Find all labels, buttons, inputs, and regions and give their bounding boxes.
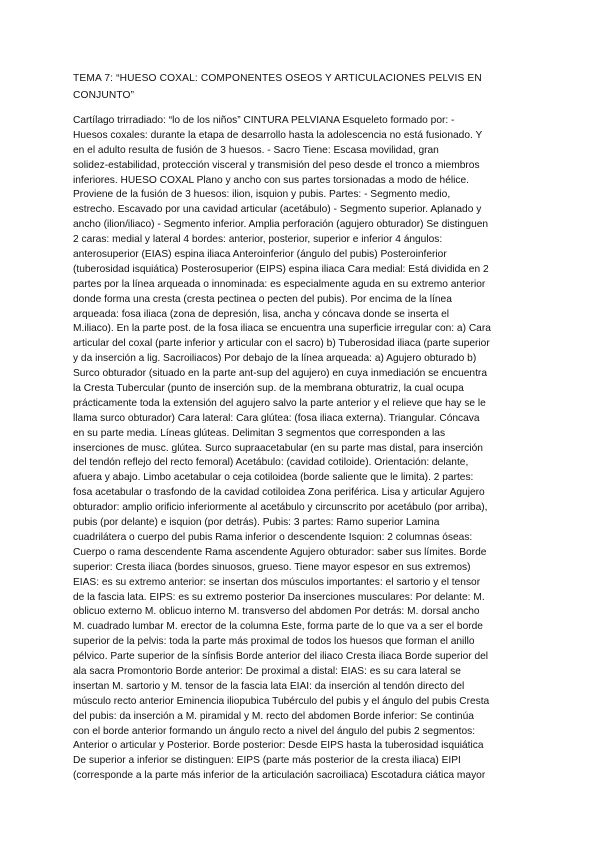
title-line: TEMA 7: “HUESO COXAL: COMPONENTES OSEOS Y ARTICULACIONES PELVIS EN [73,73,482,84]
body-line: Huesos coxales: durante la etapa de desarrollo hasta la adolescencia no está fusionado. Y [73,129,483,141]
body-line: partes por la línea arqueada o innominada: es especialmente aguda en su extremo anterior [73,278,486,290]
body-line: (corresponde a la parte más inferior de la articulación sacroiliaca) Escotadura ciática mayor [73,770,486,782]
body-line: ancho (ilion/iliaco) - Segmento inferior. Amplia perforación (agujero obturador) Se distinguen [73,219,489,231]
body-line: EIAS: es su extremo anterior: se insertan dos músculos importantes: el sartorio y el tensor [73,576,481,588]
body-line: obturador: amplio orificio inferiormente al acetábulo y circunscrito por acetábulo (por arriba), [73,502,488,514]
body-line: del tendón reflejo del recto femoral) Acetábulo: (cavidad cotiloide). Orientación: delante, [73,457,469,469]
body-line: llama surco obturador) Cara lateral: Cara glútea: (fosa iliaca externa). Triangular. Cóncava [73,412,480,424]
body-line: ala sacra Promontorio Borde anterior: De proximal a distal: EIAS: es su cara lateral se [73,665,461,677]
body-line: (tuberosidad isquiática) Posterosuperior (EIPS) espina iliaca Cara medial: Está dividida en 2 [73,263,489,275]
body-line: pélvico. Parte superior de la sínfisis Borde anterior del iliaco Cresta iliaca Borde superior del [73,651,489,663]
body-line: del pubis: da inserción a M. piramidal y M. recto del abdomen Borde inferior: Se continúa [73,710,474,722]
body-line: la Cresta Tubercular (punto de inserción sup. de la membrana obturatriz, la cual ocupa [73,383,464,395]
body-line: solidez-estabilidad, protección visceral y transmisión del peso desde el tronco a miembros [73,159,480,171]
body-line: oblicuo externo M. oblicuo interno M. transverso del abdomen Por detrás: M. dorsal ancho [73,606,480,618]
body-line: superior de la pelvis: toda la parte más proximal de todos los huesos que forman el anillo [73,636,475,648]
body-line: de la fascia lata. EIPS: es su extremo posterior Da inserciones musculares: Por delante: M. [73,591,485,603]
body-line: afuera y abajo. Limbo acetabular o ceja cotiloidea (borde saliente que le limita). 2 partes: [73,472,474,484]
body-line: en su parte media. Líneas glúteas. Delimitan 3 segmentos que corresponden a las [73,427,446,439]
body-line: insertan M. sartorio y M. tensor de la fascia lata EIAI: da inserción al tendón directo del [73,680,465,692]
body-line: Cuerpo o rama descendente Rama ascendente Agujero obturador: saber sus límites. Borde [73,546,487,558]
body-line: pubis (por delante) e isquion (por detrás). Pubis: 3 partes: Ramo superior Lamina [73,517,440,529]
body-line: en el adulto resulta de fusión de 3 huesos. - Sacro Tiene: Escasa movilidad, gran [73,144,439,156]
body-line: estrecho. Escavado por una cavidad articular (acetábulo) - Segmento superior. Aplanado y [73,204,482,216]
body-line: Proviene de la fusión de 3 huesos: ilion, isquion y pubis. Partes: - Segmento medio, [73,189,451,201]
body-line: Anterior o articular y Posterior. Borde posterior: Desde EIPS hasta la tuberosidad isquiática [73,740,484,752]
document-title [73,70,528,104]
body-line: superior: Cresta iliaca (bordes sinuosos, grueso. Tiene mayor espesor en sus extremos) [73,561,471,573]
body-line: fosa acetabular o trasfondo de la cavidad cotiloidea Zona periférica. Lisa y articular Agujero [73,487,485,499]
body-line: con el borde anterior formando un ángulo recto a nivel del ángulo del pubis 2 segmentos: [73,725,476,737]
title-line: CONJUNTO” [73,90,135,101]
body-line: cuadrilátera o cuerpo del pubis Rama inferior o descendente Isquion: 2 columnas óseas: [73,531,473,543]
body-line: De superior a inferior se distinguen: EIPS (parte más posterior de la cresta iliaca) EIPI [73,755,461,767]
body-line: prácticamente toda la extensión del agujero salvo la parte anterior y el relieve que hay se le [73,397,486,409]
body-line: inferiores. HUESO COXAL Plano y ancho con sus partes torsionadas a modo de hélice. [73,174,470,186]
body-line: anterosuperior (EIAS) espina iliaca Anteroinferior (ángulo del pubis) Posteroinferior [73,249,447,261]
body-line: M.iliaco). En la parte post. de la fosa iliaca se encuentra una superficie irregular con: a) Cara [73,323,491,335]
document-body [73,114,531,784]
body-line: y da inserción a lig. Sacroiliacos) Por debajo de la línea arqueada: a) Agujero obturado b) [73,353,477,365]
body-line: Cartílago trirradiado: “lo de los niños” CINTURA PELVIANA Esqueleto formado por: - [73,115,455,126]
body-line: 2 caras: medial y lateral 4 bordes: anterior, posterior, superior e inferior 4 ángulos: [73,234,443,246]
body-line: articular del coxal (parte inferior y articular con el sacro) b) Tuberosidad iliaca (parte superior [73,338,490,350]
body-line: músculo recto anterior Eminencia iliopubica Tubérculo del pubis y el ángulo del pubis Cresta [73,695,490,707]
body-line: inserciones de musc. glútea. Surco supraacetabular (en su parte mas distal, para inserción [73,442,483,454]
body-line: donde forma una cresta (cresta pectinea o pecten del pubis). Por encima de la línea [73,293,452,305]
body-line: arqueada: fosa iliaca (zona de depresión, lisa, ancha y cóncava donde se inserta el [73,308,450,320]
body-line: M. cuadrado lumbar M. erector de la columna Este, forma parte de lo que va a ser el borde [73,621,483,633]
body-line: Surco obturador (situado en la parte ant-sup del agujero) en cuya inmediación se encuentra [73,368,487,380]
